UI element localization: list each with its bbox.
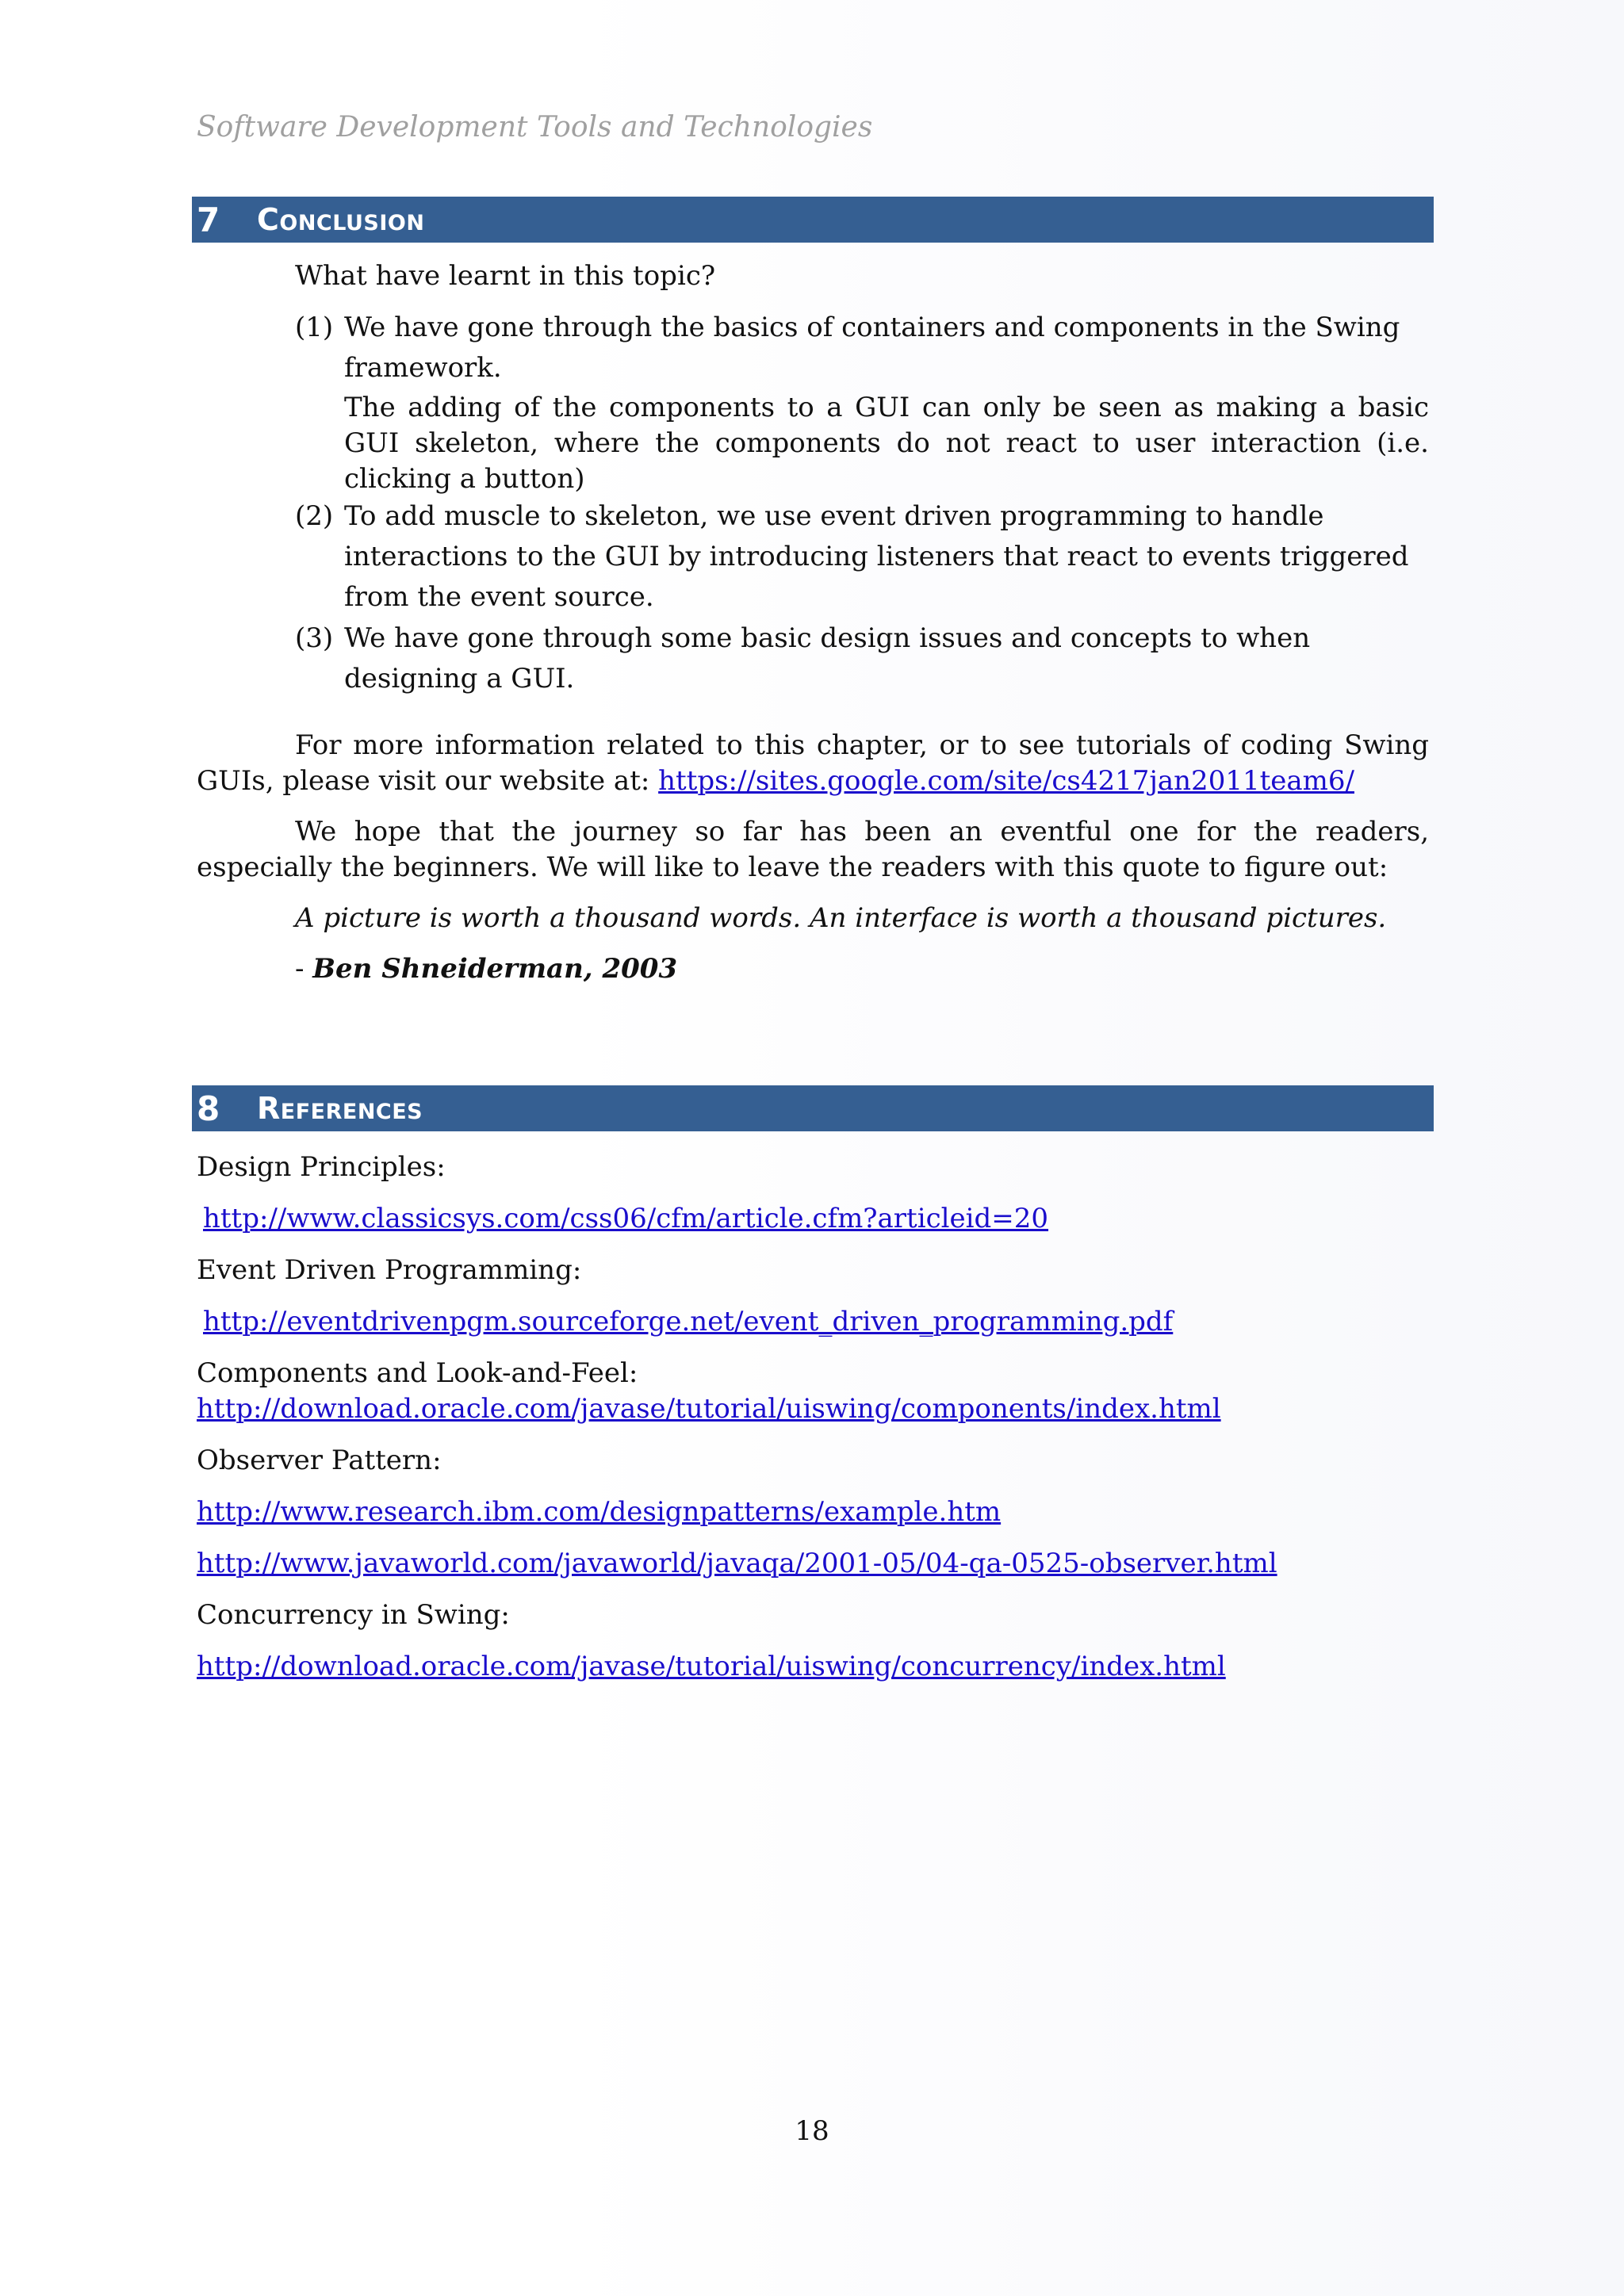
list-item-text: We have gone through some basic design issues and concepts to when designing a GUI. xyxy=(344,622,1311,695)
list-marker: (2) xyxy=(295,500,334,532)
reference-label: Concurrency in Swing: xyxy=(197,1599,510,1631)
section-title: References xyxy=(257,1091,423,1126)
quote-dash: - xyxy=(295,953,313,985)
list-item-subtext: The adding of the components to a GUI can only be seen as making a basic GUI skeleton, where the components do not react to user interaction (i.e. clicking a button) xyxy=(344,392,1429,495)
section-number: 8 xyxy=(197,1089,220,1128)
list-marker: (1) xyxy=(295,312,334,343)
reference-link[interactable]: http://www.classicsys.com/css06/cfm/article.cfm?articleid=20 xyxy=(203,1203,1049,1234)
reference-label: Components and Look-and-Feel: xyxy=(197,1357,638,1389)
hope-paragraph: We hope that the journey so far has been an eventful one for the readers, especially the beginners. We will like to leave the readers with this quote to figure out: xyxy=(197,816,1429,883)
reference-link[interactable]: http://download.oracle.com/javase/tutorial/uiswing/concurrency/index.html xyxy=(197,1651,1226,1682)
quote-text: A picture is worth a thousand words. An interface is worth a thousand pictures. xyxy=(295,902,1387,934)
page-number: 18 xyxy=(795,2115,829,2147)
list-item xyxy=(295,618,1429,699)
list-item xyxy=(295,496,1429,618)
conclusion-intro: What have learnt in this topic? xyxy=(295,260,716,292)
reference-link[interactable]: http://eventdrivenpgm.sourceforge.net/event_driven_programming.pdf xyxy=(203,1306,1174,1337)
reference-label: Event Driven Programming: xyxy=(197,1254,582,1286)
section-heading-conclusion xyxy=(192,197,1434,243)
reference-label: Design Principles: xyxy=(197,1151,446,1183)
list-item-text: To add muscle to skeleton, we use event driven programming to handle interactions to the GUI by introducing listeners that react to events triggered from the event source. xyxy=(344,500,1409,613)
more-info-paragraph xyxy=(197,728,1429,799)
quote-author: Ben Shneiderman, 2003 xyxy=(312,953,678,985)
reference-label: Observer Pattern: xyxy=(197,1445,442,1476)
running-header: Software Development Tools and Technologies xyxy=(197,111,873,144)
list-marker: (3) xyxy=(295,622,334,654)
reference-link[interactable]: http://www.research.ibm.com/designpatterns/example.htm xyxy=(197,1496,1002,1528)
section-heading-references xyxy=(192,1085,1434,1131)
reference-link[interactable]: http://www.javaworld.com/javaworld/javaqa/2001-05/04-qa-0525-observer.html xyxy=(197,1548,1277,1579)
list-item xyxy=(295,308,1429,497)
section-title: Conclusion xyxy=(257,202,425,237)
section-number: 7 xyxy=(197,200,220,239)
list-item-text: We have gone through the basics of containers and components in the Swing framework. xyxy=(344,312,1400,384)
team-website-link[interactable]: https://sites.google.com/site/cs4217jan2011team6/ xyxy=(658,765,1354,797)
more-info-text: For more information related to this chapter, or to see tutorials of coding Swing GUIs, please visit our website at: xyxy=(197,729,1429,797)
quote-attribution xyxy=(295,951,677,987)
reference-link[interactable]: http://download.oracle.com/javase/tutorial/uiswing/components/index.html xyxy=(197,1393,1221,1425)
